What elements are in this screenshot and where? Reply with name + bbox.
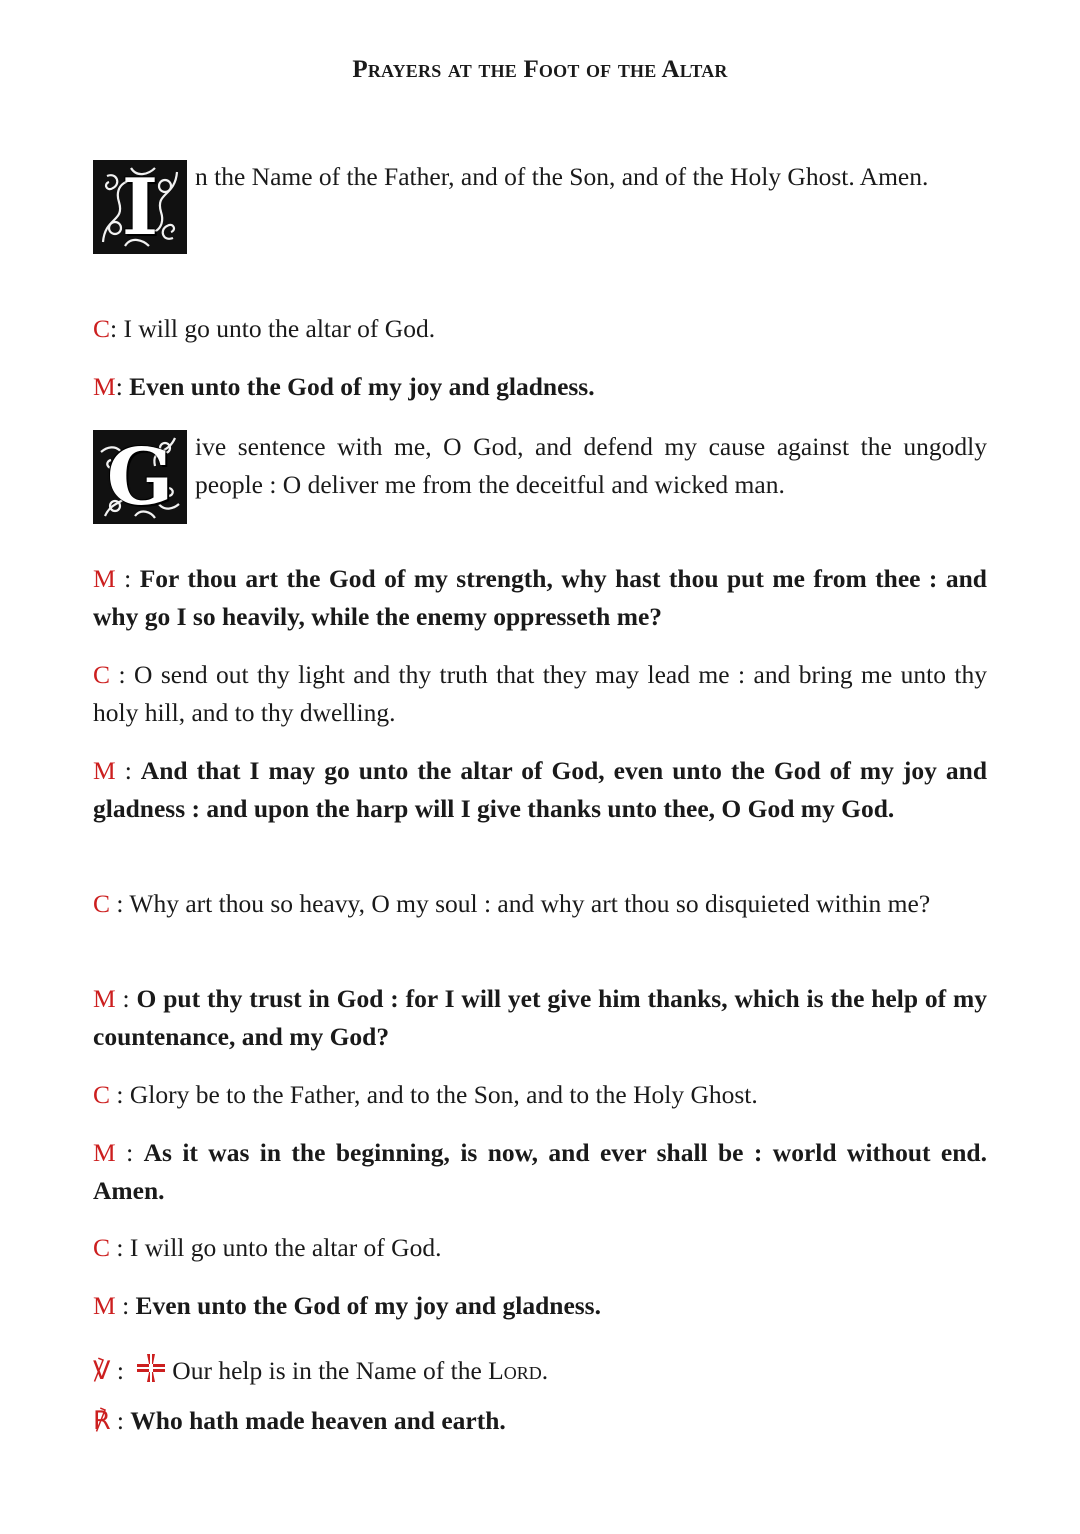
opening-text: n the Name of the Father, and of the Son, and of the Holy Ghost. Amen. (195, 162, 929, 191)
separator: : (110, 1233, 130, 1262)
drop-cap-letter: I (121, 162, 159, 253)
versicle-symbol: ℣ (93, 1356, 111, 1385)
dialogue-line-2 (93, 656, 987, 732)
line-text: Even unto the God of my joy and gladness. (135, 1291, 601, 1320)
line-text: Even unto the God of my joy and gladness. (129, 372, 595, 401)
separator: : (115, 756, 141, 785)
speaker-label: C (93, 889, 111, 918)
opening-paragraph (93, 158, 987, 254)
speaker-label: M (93, 564, 116, 593)
line-text: O put thy trust in God : for I will yet give him thanks, which is the help of my countenance, and my God? (93, 984, 987, 1051)
page-title: Prayers at the Foot of the Altar (352, 56, 728, 83)
speaker-label: M (93, 372, 116, 401)
line-text: Why art thou so heavy, O my soul : and why art thou so disquieted within me? (129, 889, 931, 918)
exchange-2 (93, 368, 987, 406)
line-text: Glory be to the Father, and to the Son, and to the Holy Ghost. (129, 1080, 758, 1109)
speaker-label: M (93, 756, 116, 785)
drop-cap-g-ornament (93, 430, 187, 524)
dialogue-line-1 (93, 560, 987, 636)
line-text: I will go unto the altar of God. (129, 1233, 442, 1262)
line-text: And that I may go unto the altar of God, even unto the God of my joy and gladness : and upon the harp will I give thanks unto thee, O God my God. (93, 756, 987, 823)
separator: : (110, 1080, 130, 1109)
separator: : (115, 1291, 136, 1320)
speaker-label: C (93, 314, 111, 343)
line-text: As it was in the beginning, is now, and ever shall be : world without end. Amen. (93, 1138, 987, 1205)
speaker-label: M (93, 1138, 116, 1167)
psalm-paragraph (93, 428, 987, 524)
cross-pattee-icon (136, 1353, 166, 1394)
exchange-1 (93, 310, 987, 348)
response-symbol: ℟ (93, 1406, 111, 1435)
lord-smallcaps: Lord (488, 1356, 542, 1385)
drop-cap-i-ornament (93, 160, 187, 254)
dialogue-line-5 (93, 980, 987, 1056)
speaker-label: C (93, 1233, 111, 1262)
versicle-line (93, 1352, 987, 1394)
speaker-label: M (93, 1291, 116, 1320)
separator: : (110, 889, 130, 918)
line-text: O send out thy light and thy truth that they may lead me : and bring me unto thy holy hill, and to thy dwelling. (93, 660, 987, 727)
versicle-end: . (541, 1356, 549, 1385)
line-text: For thou art the God of my strength, why hast thou put me from thee : and why go I so heavily, while the enemy oppresseth me? (93, 564, 987, 631)
separator: : (115, 1138, 144, 1167)
dialogue-line-7 (93, 1134, 987, 1210)
separator: : (115, 984, 137, 1013)
speaker-label: C (93, 660, 111, 689)
dialogue-line-3 (93, 752, 987, 828)
response-line (93, 1402, 987, 1440)
separator: : (115, 372, 130, 401)
speaker-label: M (93, 984, 116, 1013)
separator: : (110, 314, 124, 343)
separator: : (115, 564, 140, 593)
speaker-label: C (93, 1080, 111, 1109)
dialogue-line-9 (93, 1287, 987, 1325)
versicle-text: Our help is in the Name of the (172, 1356, 489, 1385)
drop-cap-letter: G (106, 432, 174, 523)
separator: : (110, 1356, 131, 1385)
dialogue-line-4 (93, 885, 987, 923)
separator: : (110, 660, 134, 689)
response-text: Who hath made heaven and earth. (130, 1406, 506, 1435)
line-text: I will go unto the altar of God. (123, 314, 436, 343)
dialogue-line-8 (93, 1229, 987, 1267)
psalm-text: ive sentence with me, O God, and defend my cause against the ungodly people : O deliver me from the deceitful and wicked man. (195, 432, 987, 499)
separator: : (110, 1406, 131, 1435)
dialogue-line-6 (93, 1076, 987, 1114)
